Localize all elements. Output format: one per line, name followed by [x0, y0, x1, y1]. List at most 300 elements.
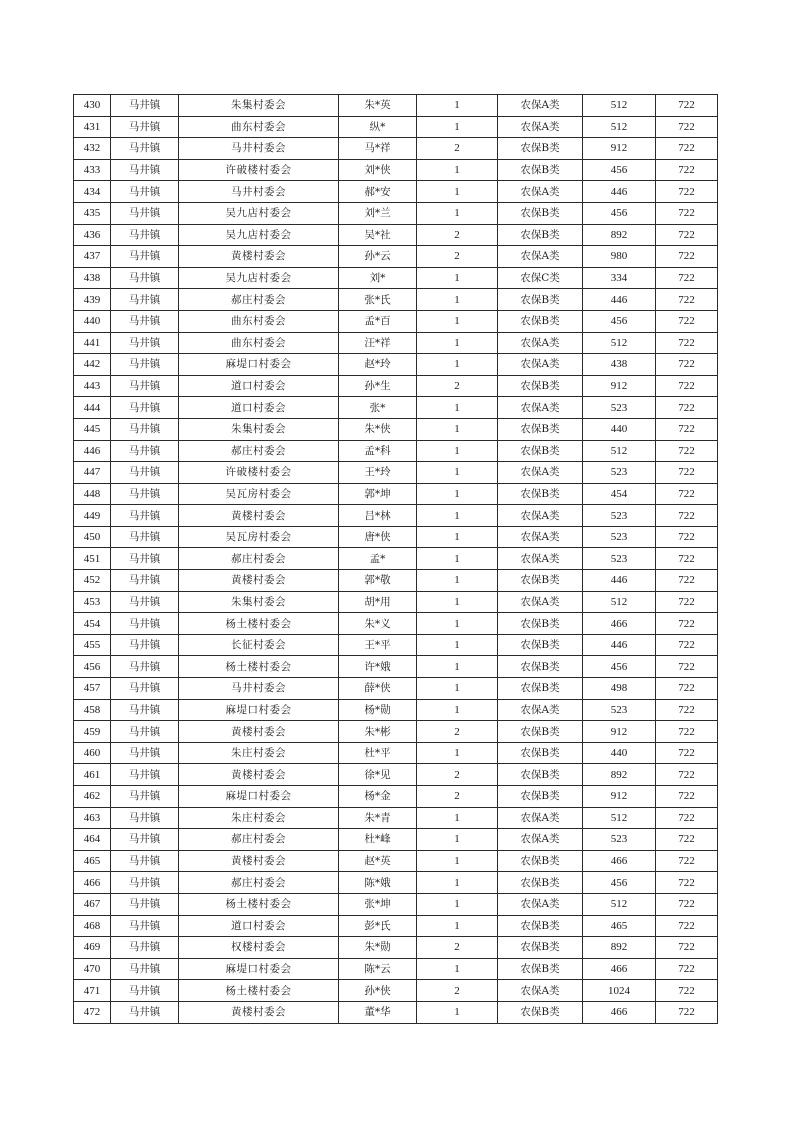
- cell-village-committee: 黄楼村委会: [179, 1001, 339, 1023]
- cell-village-committee: 吴瓦房村委会: [179, 483, 339, 505]
- cell-insurance-type: 农保A类: [498, 699, 583, 721]
- cell-amount: 446: [583, 181, 656, 203]
- cell-insurance-type: 农保A类: [498, 116, 583, 138]
- cell-village-committee: 道口村委会: [179, 397, 339, 419]
- cell-village-committee: 郝庄村委会: [179, 872, 339, 894]
- cell-village-committee: 郝庄村委会: [179, 548, 339, 570]
- cell-serial-number: 431: [74, 116, 111, 138]
- cell-household-count: 1: [417, 850, 498, 872]
- cell-household-count: 1: [417, 699, 498, 721]
- cell-household-count: 2: [417, 980, 498, 1002]
- table-row: [74, 893, 718, 915]
- cell-serial-number: 460: [74, 742, 111, 764]
- cell-name: 孟*: [339, 548, 417, 570]
- cell-amount: 456: [583, 202, 656, 224]
- cell-serial-number: 448: [74, 483, 111, 505]
- cell-serial-number: 432: [74, 138, 111, 160]
- cell-serial-number: 442: [74, 354, 111, 376]
- cell-village-committee: 黄楼村委会: [179, 505, 339, 527]
- cell-name: 胡*用: [339, 591, 417, 613]
- cell-insurance-type: 农保B类: [498, 742, 583, 764]
- cell-standard: 722: [656, 786, 718, 808]
- cell-standard: 722: [656, 397, 718, 419]
- beneficiary-table: [73, 94, 718, 1024]
- cell-insurance-type: 农保B类: [498, 872, 583, 894]
- cell-town: 马井镇: [111, 202, 179, 224]
- cell-insurance-type: 农保B类: [498, 613, 583, 635]
- cell-name: 孟*百: [339, 310, 417, 332]
- cell-serial-number: 449: [74, 505, 111, 527]
- cell-town: 马井镇: [111, 678, 179, 700]
- table-row: [74, 570, 718, 592]
- cell-insurance-type: 农保B类: [498, 786, 583, 808]
- cell-standard: 722: [656, 462, 718, 484]
- cell-amount: 512: [583, 807, 656, 829]
- cell-village-committee: 道口村委会: [179, 915, 339, 937]
- cell-amount: 912: [583, 721, 656, 743]
- table-row: [74, 850, 718, 872]
- cell-name: 赵*玲: [339, 354, 417, 376]
- cell-village-committee: 马井村委会: [179, 138, 339, 160]
- cell-name: 薛*侠: [339, 678, 417, 700]
- cell-name: 董*华: [339, 1001, 417, 1023]
- cell-village-committee: 朱集村委会: [179, 591, 339, 613]
- table-row: [74, 116, 718, 138]
- cell-town: 马井镇: [111, 548, 179, 570]
- cell-village-committee: 麻堤口村委会: [179, 354, 339, 376]
- cell-serial-number: 457: [74, 678, 111, 700]
- cell-town: 马井镇: [111, 354, 179, 376]
- cell-amount: 523: [583, 829, 656, 851]
- cell-village-committee: 朱庄村委会: [179, 742, 339, 764]
- cell-amount: 523: [583, 548, 656, 570]
- cell-standard: 722: [656, 332, 718, 354]
- table-row: [74, 548, 718, 570]
- cell-town: 马井镇: [111, 462, 179, 484]
- cell-serial-number: 444: [74, 397, 111, 419]
- cell-household-count: 2: [417, 721, 498, 743]
- cell-amount: 466: [583, 1001, 656, 1023]
- cell-serial-number: 458: [74, 699, 111, 721]
- cell-standard: 722: [656, 138, 718, 160]
- table-row: [74, 483, 718, 505]
- cell-village-committee: 黄楼村委会: [179, 246, 339, 268]
- cell-village-committee: 朱集村委会: [179, 95, 339, 117]
- cell-village-committee: 郝庄村委会: [179, 289, 339, 311]
- cell-village-committee: 杨土楼村委会: [179, 613, 339, 635]
- cell-insurance-type: 农保A类: [498, 95, 583, 117]
- cell-village-committee: 吴瓦房村委会: [179, 526, 339, 548]
- cell-village-committee: 权楼村委会: [179, 937, 339, 959]
- cell-amount: 498: [583, 678, 656, 700]
- cell-standard: 722: [656, 656, 718, 678]
- cell-insurance-type: 农保A类: [498, 807, 583, 829]
- cell-household-count: 1: [417, 915, 498, 937]
- cell-standard: 722: [656, 980, 718, 1002]
- table-row: [74, 440, 718, 462]
- cell-amount: 912: [583, 375, 656, 397]
- cell-amount: 466: [583, 613, 656, 635]
- cell-standard: 722: [656, 483, 718, 505]
- cell-serial-number: 452: [74, 570, 111, 592]
- cell-household-count: 1: [417, 807, 498, 829]
- cell-serial-number: 463: [74, 807, 111, 829]
- cell-town: 马井镇: [111, 289, 179, 311]
- cell-serial-number: 451: [74, 548, 111, 570]
- cell-name: 马*祥: [339, 138, 417, 160]
- cell-serial-number: 467: [74, 893, 111, 915]
- cell-serial-number: 447: [74, 462, 111, 484]
- cell-household-count: 1: [417, 1001, 498, 1023]
- cell-town: 马井镇: [111, 267, 179, 289]
- cell-village-committee: 吴九店村委会: [179, 267, 339, 289]
- cell-name: 唐*侠: [339, 526, 417, 548]
- cell-insurance-type: 农保A类: [498, 591, 583, 613]
- cell-household-count: 1: [417, 462, 498, 484]
- cell-household-count: 1: [417, 159, 498, 181]
- cell-town: 马井镇: [111, 893, 179, 915]
- cell-town: 马井镇: [111, 116, 179, 138]
- cell-household-count: 2: [417, 764, 498, 786]
- cell-name: 徐*见: [339, 764, 417, 786]
- table-row: [74, 418, 718, 440]
- cell-name: 张*坤: [339, 893, 417, 915]
- cell-name: 郭*敬: [339, 570, 417, 592]
- cell-standard: 722: [656, 872, 718, 894]
- cell-household-count: 1: [417, 526, 498, 548]
- cell-household-count: 1: [417, 181, 498, 203]
- cell-town: 马井镇: [111, 246, 179, 268]
- cell-amount: 892: [583, 937, 656, 959]
- cell-standard: 722: [656, 116, 718, 138]
- cell-serial-number: 471: [74, 980, 111, 1002]
- cell-village-committee: 麻堤口村委会: [179, 699, 339, 721]
- cell-village-committee: 黄楼村委会: [179, 850, 339, 872]
- table-row: [74, 634, 718, 656]
- table-row: [74, 462, 718, 484]
- cell-amount: 512: [583, 591, 656, 613]
- cell-serial-number: 461: [74, 764, 111, 786]
- cell-town: 马井镇: [111, 181, 179, 203]
- cell-town: 马井镇: [111, 872, 179, 894]
- table-row: [74, 699, 718, 721]
- cell-name: 纵*: [339, 116, 417, 138]
- table-row: [74, 159, 718, 181]
- table-body: [74, 95, 718, 1024]
- cell-household-count: 2: [417, 937, 498, 959]
- cell-amount: 466: [583, 850, 656, 872]
- cell-standard: 722: [656, 95, 718, 117]
- cell-serial-number: 459: [74, 721, 111, 743]
- cell-village-committee: 杨土楼村委会: [179, 980, 339, 1002]
- cell-serial-number: 434: [74, 181, 111, 203]
- cell-town: 马井镇: [111, 829, 179, 851]
- cell-serial-number: 430: [74, 95, 111, 117]
- cell-insurance-type: 农保B类: [498, 764, 583, 786]
- cell-name: 王*玲: [339, 462, 417, 484]
- cell-town: 马井镇: [111, 634, 179, 656]
- cell-name: 杨*勋: [339, 699, 417, 721]
- cell-insurance-type: 农保A类: [498, 829, 583, 851]
- cell-town: 马井镇: [111, 742, 179, 764]
- cell-amount: 523: [583, 526, 656, 548]
- cell-amount: 912: [583, 138, 656, 160]
- cell-village-committee: 黄楼村委会: [179, 570, 339, 592]
- cell-insurance-type: 农保C类: [498, 267, 583, 289]
- cell-amount: 523: [583, 505, 656, 527]
- cell-amount: 892: [583, 764, 656, 786]
- cell-amount: 523: [583, 462, 656, 484]
- table-row: [74, 526, 718, 548]
- cell-village-committee: 麻堤口村委会: [179, 786, 339, 808]
- table-row: [74, 613, 718, 635]
- cell-name: 杜*峰: [339, 829, 417, 851]
- cell-amount: 512: [583, 116, 656, 138]
- cell-town: 马井镇: [111, 656, 179, 678]
- cell-standard: 722: [656, 807, 718, 829]
- cell-standard: 722: [656, 829, 718, 851]
- cell-standard: 722: [656, 246, 718, 268]
- cell-town: 马井镇: [111, 980, 179, 1002]
- cell-standard: 722: [656, 526, 718, 548]
- cell-amount: 980: [583, 246, 656, 268]
- cell-insurance-type: 农保B类: [498, 1001, 583, 1023]
- cell-household-count: 1: [417, 310, 498, 332]
- table-row: [74, 354, 718, 376]
- cell-standard: 722: [656, 375, 718, 397]
- table-row: [74, 181, 718, 203]
- cell-standard: 722: [656, 937, 718, 959]
- cell-town: 马井镇: [111, 159, 179, 181]
- cell-household-count: 1: [417, 483, 498, 505]
- table-row: [74, 95, 718, 117]
- cell-insurance-type: 农保B类: [498, 958, 583, 980]
- cell-standard: 722: [656, 764, 718, 786]
- cell-amount: 446: [583, 570, 656, 592]
- cell-insurance-type: 农保B类: [498, 440, 583, 462]
- cell-household-count: 1: [417, 505, 498, 527]
- cell-amount: 466: [583, 958, 656, 980]
- cell-name: 许*娥: [339, 656, 417, 678]
- cell-household-count: 1: [417, 548, 498, 570]
- cell-serial-number: 468: [74, 915, 111, 937]
- cell-town: 马井镇: [111, 915, 179, 937]
- cell-village-committee: 许破楼村委会: [179, 159, 339, 181]
- cell-town: 马井镇: [111, 397, 179, 419]
- cell-village-committee: 曲东村委会: [179, 332, 339, 354]
- cell-household-count: 1: [417, 289, 498, 311]
- cell-household-count: 1: [417, 418, 498, 440]
- cell-household-count: 2: [417, 786, 498, 808]
- cell-standard: 722: [656, 742, 718, 764]
- cell-name: 朱*彬: [339, 721, 417, 743]
- cell-village-committee: 马井村委会: [179, 678, 339, 700]
- cell-serial-number: 465: [74, 850, 111, 872]
- table-row: [74, 138, 718, 160]
- table-row: [74, 591, 718, 613]
- cell-household-count: 1: [417, 95, 498, 117]
- cell-amount: 334: [583, 267, 656, 289]
- cell-name: 朱*英: [339, 95, 417, 117]
- table-row: [74, 980, 718, 1002]
- cell-household-count: 1: [417, 354, 498, 376]
- cell-name: 郝*安: [339, 181, 417, 203]
- cell-town: 马井镇: [111, 850, 179, 872]
- cell-amount: 438: [583, 354, 656, 376]
- cell-village-committee: 吴九店村委会: [179, 224, 339, 246]
- cell-standard: 722: [656, 570, 718, 592]
- cell-village-committee: 朱集村委会: [179, 418, 339, 440]
- cell-amount: 1024: [583, 980, 656, 1002]
- cell-name: 朱*勋: [339, 937, 417, 959]
- cell-insurance-type: 农保A类: [498, 548, 583, 570]
- cell-town: 马井镇: [111, 332, 179, 354]
- cell-insurance-type: 农保B类: [498, 483, 583, 505]
- table-row: [74, 829, 718, 851]
- cell-insurance-type: 农保B类: [498, 202, 583, 224]
- table-row: [74, 872, 718, 894]
- cell-household-count: 1: [417, 613, 498, 635]
- cell-amount: 512: [583, 332, 656, 354]
- cell-household-count: 2: [417, 246, 498, 268]
- table-row: [74, 224, 718, 246]
- cell-standard: 722: [656, 721, 718, 743]
- cell-village-committee: 长征村委会: [179, 634, 339, 656]
- cell-town: 马井镇: [111, 138, 179, 160]
- cell-serial-number: 472: [74, 1001, 111, 1023]
- cell-village-committee: 曲东村委会: [179, 310, 339, 332]
- cell-amount: 912: [583, 786, 656, 808]
- cell-town: 马井镇: [111, 526, 179, 548]
- cell-insurance-type: 农保B类: [498, 915, 583, 937]
- cell-village-committee: 许破楼村委会: [179, 462, 339, 484]
- cell-insurance-type: 农保B类: [498, 656, 583, 678]
- cell-standard: 722: [656, 354, 718, 376]
- cell-town: 马井镇: [111, 375, 179, 397]
- cell-standard: 722: [656, 678, 718, 700]
- cell-amount: 512: [583, 893, 656, 915]
- table-row: [74, 289, 718, 311]
- cell-amount: 512: [583, 440, 656, 462]
- table-row: [74, 915, 718, 937]
- cell-name: 杨*金: [339, 786, 417, 808]
- cell-town: 马井镇: [111, 764, 179, 786]
- cell-household-count: 1: [417, 267, 498, 289]
- cell-name: 孙*云: [339, 246, 417, 268]
- cell-name: 彭*氏: [339, 915, 417, 937]
- cell-town: 马井镇: [111, 570, 179, 592]
- cell-town: 马井镇: [111, 95, 179, 117]
- cell-village-committee: 杨土楼村委会: [179, 656, 339, 678]
- cell-amount: 440: [583, 742, 656, 764]
- cell-amount: 454: [583, 483, 656, 505]
- cell-household-count: 1: [417, 829, 498, 851]
- cell-serial-number: 443: [74, 375, 111, 397]
- cell-name: 吴*社: [339, 224, 417, 246]
- cell-household-count: 1: [417, 742, 498, 764]
- cell-standard: 722: [656, 267, 718, 289]
- cell-amount: 523: [583, 397, 656, 419]
- cell-serial-number: 437: [74, 246, 111, 268]
- cell-household-count: 1: [417, 872, 498, 894]
- cell-village-committee: 道口村委会: [179, 375, 339, 397]
- cell-standard: 722: [656, 505, 718, 527]
- table-row: [74, 678, 718, 700]
- cell-village-committee: 郝庄村委会: [179, 440, 339, 462]
- cell-household-count: 1: [417, 656, 498, 678]
- cell-village-committee: 黄楼村委会: [179, 721, 339, 743]
- cell-amount: 446: [583, 634, 656, 656]
- cell-name: 陈*云: [339, 958, 417, 980]
- cell-insurance-type: 农保A类: [498, 181, 583, 203]
- cell-insurance-type: 农保B类: [498, 138, 583, 160]
- table-row: [74, 505, 718, 527]
- cell-household-count: 1: [417, 634, 498, 656]
- cell-name: 张*氏: [339, 289, 417, 311]
- cell-amount: 892: [583, 224, 656, 246]
- cell-village-committee: 麻堤口村委会: [179, 958, 339, 980]
- cell-standard: 722: [656, 613, 718, 635]
- cell-serial-number: 446: [74, 440, 111, 462]
- cell-name: 汪*祥: [339, 332, 417, 354]
- cell-amount: 440: [583, 418, 656, 440]
- cell-town: 马井镇: [111, 721, 179, 743]
- cell-household-count: 2: [417, 138, 498, 160]
- cell-standard: 722: [656, 634, 718, 656]
- cell-standard: 722: [656, 850, 718, 872]
- cell-village-committee: 马井村委会: [179, 181, 339, 203]
- cell-household-count: 1: [417, 116, 498, 138]
- cell-insurance-type: 农保B类: [498, 310, 583, 332]
- table-row: [74, 937, 718, 959]
- cell-insurance-type: 农保A类: [498, 893, 583, 915]
- cell-serial-number: 470: [74, 958, 111, 980]
- table-row: [74, 958, 718, 980]
- cell-serial-number: 441: [74, 332, 111, 354]
- cell-household-count: 1: [417, 202, 498, 224]
- cell-serial-number: 439: [74, 289, 111, 311]
- cell-name: 赵*英: [339, 850, 417, 872]
- cell-standard: 722: [656, 548, 718, 570]
- cell-town: 马井镇: [111, 310, 179, 332]
- cell-name: 孟*科: [339, 440, 417, 462]
- cell-household-count: 1: [417, 893, 498, 915]
- table-row: [74, 807, 718, 829]
- cell-town: 马井镇: [111, 958, 179, 980]
- cell-insurance-type: 农保B类: [498, 937, 583, 959]
- cell-standard: 722: [656, 893, 718, 915]
- cell-standard: 722: [656, 1001, 718, 1023]
- cell-insurance-type: 农保A类: [498, 980, 583, 1002]
- cell-village-committee: 黄楼村委会: [179, 764, 339, 786]
- table-row: [74, 764, 718, 786]
- cell-standard: 722: [656, 591, 718, 613]
- cell-amount: 456: [583, 159, 656, 181]
- cell-name: 朱*义: [339, 613, 417, 635]
- cell-name: 孙*生: [339, 375, 417, 397]
- table-row: [74, 656, 718, 678]
- cell-serial-number: 445: [74, 418, 111, 440]
- cell-serial-number: 454: [74, 613, 111, 635]
- table-row: [74, 310, 718, 332]
- cell-amount: 512: [583, 95, 656, 117]
- cell-amount: 456: [583, 656, 656, 678]
- cell-village-committee: 郝庄村委会: [179, 829, 339, 851]
- cell-name: 朱*侠: [339, 418, 417, 440]
- cell-town: 马井镇: [111, 1001, 179, 1023]
- cell-household-count: 1: [417, 678, 498, 700]
- cell-insurance-type: 农保B类: [498, 375, 583, 397]
